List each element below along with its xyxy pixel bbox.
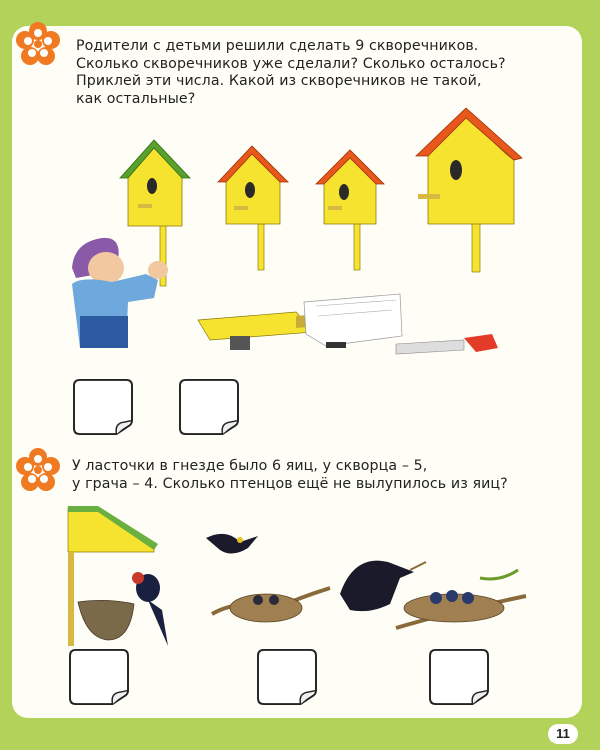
task-1-text: Родители с детьми решили сделать 9 скворечников. Сколько скворечников уже сделали? Сколько осталось? Приклей эти числа. Какой из скворечников не такой, как остальные? — [76, 38, 506, 107]
answer-sticker-box[interactable] — [256, 648, 318, 706]
birdhouse-orange-roof-1 — [216, 144, 296, 274]
answer-sticker-box[interactable] — [72, 378, 134, 436]
starling-nest-illustration — [200, 528, 340, 638]
flower-icon — [16, 22, 60, 66]
flower-icon — [16, 448, 60, 492]
answer-sticker-box[interactable] — [68, 648, 130, 706]
tools-illustration — [196, 292, 526, 362]
task-2-text: У ласточки в гнезде было 6 яиц, у скворца – 5, у грача – 4. Сколько птенцов ещё не вылупилось из яиц? — [72, 458, 508, 492]
boy-illustration — [62, 228, 182, 358]
birdhouse-large — [414, 108, 534, 273]
swallow-nest-illustration — [68, 506, 188, 646]
rook-nest-illustration — [330, 548, 530, 648]
birdhouse-orange-roof-2 — [314, 148, 394, 273]
page-number: 11 — [548, 724, 578, 744]
answer-sticker-box[interactable] — [178, 378, 240, 436]
answer-sticker-box[interactable] — [428, 648, 490, 706]
